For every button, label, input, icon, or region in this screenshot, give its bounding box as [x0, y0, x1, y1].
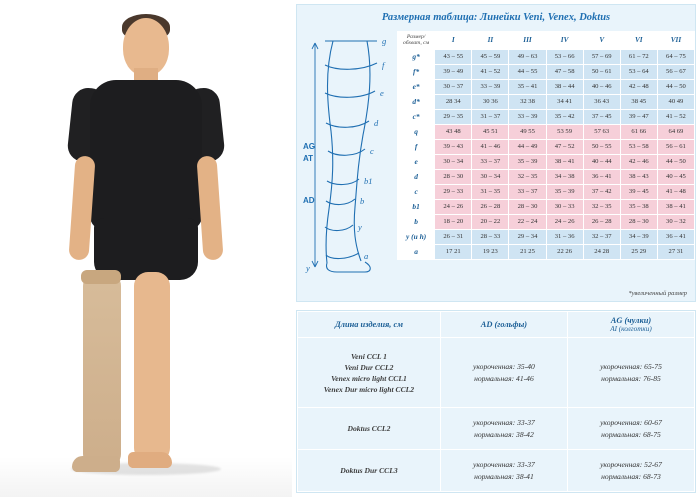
row-label: c* [398, 109, 435, 124]
cell: 56 – 61 [657, 139, 694, 154]
cell: 22 26 [546, 244, 583, 259]
cell: 20 – 22 [472, 214, 509, 229]
cell: 38 45 [620, 94, 657, 109]
cell: 42 – 48 [620, 79, 657, 94]
length-col-product: Длина изделия, см [298, 312, 441, 338]
svg-text:b: b [360, 196, 365, 206]
length-table-card [296, 310, 696, 493]
cell: 50 – 61 [583, 64, 620, 79]
cell: 50 – 55 [583, 139, 620, 154]
cell: 30 36 [472, 94, 509, 109]
value-line: нормальная: 68-73 [601, 471, 661, 481]
table-row [398, 49, 695, 64]
table-row [398, 229, 695, 244]
cell: 35 – 42 [546, 109, 583, 124]
cell: 32 – 35 [583, 199, 620, 214]
cell: 49 55 [509, 124, 546, 139]
figure-foot-bare [128, 452, 172, 468]
cell: 33 – 39 [509, 109, 546, 124]
model-photo [0, 0, 292, 497]
cell: 47 – 58 [546, 64, 583, 79]
product-name: Veni CCL 1 [350, 351, 387, 361]
table-row [298, 450, 695, 492]
table-row [398, 64, 695, 79]
cell: 28 – 30 [620, 214, 657, 229]
svg-text:g: g [382, 36, 387, 46]
cell: 36 43 [583, 94, 620, 109]
cell: 43 48 [435, 124, 472, 139]
cell: 57 – 69 [583, 49, 620, 64]
cell: 24 – 26 [546, 214, 583, 229]
figure-arm-left [68, 155, 95, 260]
cell: 30 – 34 [472, 169, 509, 184]
size-col-6: VI [620, 32, 657, 50]
row-label: e* [398, 79, 435, 94]
cell: 53 59 [546, 124, 583, 139]
cell: 40 – 44 [583, 154, 620, 169]
cell: 64 69 [657, 124, 694, 139]
figure-leg-bare [134, 272, 170, 462]
size-table-footnote: *увеличенный размер [628, 290, 687, 297]
row-label: g* [398, 49, 435, 64]
cell: 29 – 33 [435, 184, 472, 199]
cell: 38 – 43 [620, 169, 657, 184]
value-line: укороченная: 33-37 [473, 460, 535, 470]
value-line: нормальная: 68-75 [601, 429, 661, 439]
cell: 47 – 52 [546, 139, 583, 154]
cell: 28 – 30 [435, 169, 472, 184]
cell: 30 – 34 [435, 154, 472, 169]
value-line: укороченная: 33-37 [473, 418, 535, 428]
cell: 30 – 33 [546, 199, 583, 214]
cell: 31 – 36 [546, 229, 583, 244]
cell: 45 51 [472, 124, 509, 139]
svg-text:AD: AD [303, 196, 315, 205]
svg-text:y: y [358, 222, 362, 232]
table-row [398, 169, 695, 184]
svg-text:f: f [382, 60, 385, 70]
cell: 49 – 63 [509, 49, 546, 64]
cell: 36 – 41 [657, 229, 694, 244]
product-name: Venex micro light CCL1 [331, 373, 407, 383]
product-name: Venex Dur micro light CCL2 [323, 384, 415, 394]
svg-text:e: e [380, 88, 384, 98]
cell: 38 – 41 [546, 154, 583, 169]
cell: 37 – 45 [583, 109, 620, 124]
value-line: нормальная: 76-85 [601, 373, 661, 383]
cell: 41 – 46 [472, 139, 509, 154]
cell: 45 – 59 [472, 49, 509, 64]
size-col-7: VII [657, 32, 694, 50]
cell: 44 – 55 [509, 64, 546, 79]
cell: 38 – 44 [546, 79, 583, 94]
table-row [398, 199, 695, 214]
cell: 30 – 32 [657, 214, 694, 229]
cell: 18 – 20 [435, 214, 472, 229]
cell: 40 – 45 [657, 169, 694, 184]
size-col-1: I [435, 32, 472, 50]
size-table-corner-label: Размер/ обхват, см [398, 32, 435, 50]
cell: 27 31 [657, 244, 694, 259]
ag-length-values [567, 338, 694, 408]
leg-measurement-diagram [303, 31, 395, 281]
cell: 34 – 39 [620, 229, 657, 244]
size-col-2: II [472, 32, 509, 50]
value-line: укороченная: 35-40 [473, 362, 535, 372]
cell: 39 – 47 [620, 109, 657, 124]
cell: 39 – 49 [435, 64, 472, 79]
cell: 19 23 [472, 244, 509, 259]
stocking-top-band [81, 270, 121, 284]
row-label: y (и h) [398, 229, 435, 244]
ag-length-values [567, 450, 694, 492]
cell: 53 – 58 [620, 139, 657, 154]
cell: 29 – 35 [435, 109, 472, 124]
cell: 53 – 66 [546, 49, 583, 64]
svg-text:a: a [364, 251, 369, 261]
length-table [297, 311, 695, 492]
cell: 44 – 50 [657, 154, 694, 169]
cell: 22 – 24 [509, 214, 546, 229]
cell: 44 – 50 [657, 79, 694, 94]
row-label: q [398, 124, 435, 139]
cell: 28 – 33 [472, 229, 509, 244]
value-line: укороченная: 60-67 [600, 418, 662, 428]
ad-length-values [440, 338, 567, 408]
cell: 24 28 [583, 244, 620, 259]
row-label: f* [398, 64, 435, 79]
cell: 26 – 28 [583, 214, 620, 229]
cell: 26 – 28 [472, 199, 509, 214]
cell: 42 – 46 [620, 154, 657, 169]
value-line: нормальная: 38-42 [474, 429, 534, 439]
cell: 34 – 38 [546, 169, 583, 184]
row-label: c [398, 184, 435, 199]
cell: 28 – 30 [509, 199, 546, 214]
cell: 31 – 37 [472, 109, 509, 124]
cell: 32 – 37 [583, 229, 620, 244]
cell: 40 – 46 [583, 79, 620, 94]
row-label: f [398, 139, 435, 154]
cell: 32 – 35 [509, 169, 546, 184]
table-row [398, 184, 695, 199]
cell: 44 – 49 [509, 139, 546, 154]
length-col-ad: AD (гольфы) [440, 312, 567, 338]
cell: 61 – 72 [620, 49, 657, 64]
cell: 34 41 [546, 94, 583, 109]
cell: 56 – 67 [657, 64, 694, 79]
table-row [298, 338, 695, 408]
product-names [298, 408, 441, 450]
cell: 53 – 64 [620, 64, 657, 79]
product-name: Doktus CCL2 [347, 424, 391, 433]
table-row [398, 109, 695, 124]
cell: 40 49 [657, 94, 694, 109]
row-label: b [398, 214, 435, 229]
cell: 39 – 45 [620, 184, 657, 199]
table-row [298, 408, 695, 450]
value-line: нормальная: 38-41 [474, 471, 534, 481]
table-row [398, 154, 695, 169]
figure-leg-compression-stocking [83, 272, 121, 468]
row-label: d* [398, 94, 435, 109]
cell: 33 – 37 [472, 154, 509, 169]
cell: 57 63 [583, 124, 620, 139]
table-row [398, 244, 695, 259]
value-line: нормальная: 41-46 [474, 373, 534, 383]
cell: 38 – 41 [657, 199, 694, 214]
svg-text:y: y [306, 263, 310, 273]
product-name: Veni Dur CCL2 [344, 362, 394, 372]
row-label: d [398, 169, 435, 184]
cell: 26 – 31 [435, 229, 472, 244]
cell: 25 29 [620, 244, 657, 259]
size-col-4: IV [546, 32, 583, 50]
svg-text:AT: AT [303, 154, 314, 163]
cell: 17 21 [435, 244, 472, 259]
length-col-ag-line1: AG (чулки) [610, 316, 652, 325]
size-table-card [296, 4, 696, 302]
svg-text:c: c [370, 146, 374, 156]
row-label: a [398, 244, 435, 259]
cell: 35 – 41 [509, 79, 546, 94]
table-row [398, 94, 695, 109]
product-names [298, 338, 441, 408]
size-table [397, 31, 695, 260]
cell: 28 34 [435, 94, 472, 109]
cell: 37 – 42 [583, 184, 620, 199]
cell: 31 – 35 [472, 184, 509, 199]
product-name: Doktus Dur CCL3 [340, 466, 398, 475]
cell: 35 – 39 [509, 154, 546, 169]
table-row [398, 139, 695, 154]
figure-arm-right [196, 155, 223, 260]
cell: 64 – 75 [657, 49, 694, 64]
ad-length-values [440, 408, 567, 450]
cell: 43 – 55 [435, 49, 472, 64]
product-names [298, 450, 441, 492]
value-line: укороченная: 65-75 [600, 362, 662, 372]
cell: 24 – 26 [435, 199, 472, 214]
cell: 39 – 43 [435, 139, 472, 154]
cell: 41 – 48 [657, 184, 694, 199]
size-table-header-row [398, 32, 695, 50]
cell: 36 – 41 [583, 169, 620, 184]
cell: 33 – 39 [472, 79, 509, 94]
table-row [398, 79, 695, 94]
figure-foot-stocking [72, 456, 120, 472]
size-col-3: III [509, 32, 546, 50]
cell: 33 – 37 [509, 184, 546, 199]
ad-length-values [440, 450, 567, 492]
svg-text:b1: b1 [364, 176, 373, 186]
table-row [398, 124, 695, 139]
cell: 30 – 37 [435, 79, 472, 94]
cell: 35 – 39 [546, 184, 583, 199]
cell: 32 38 [509, 94, 546, 109]
cell: 35 – 38 [620, 199, 657, 214]
length-table-header-row [298, 312, 695, 338]
figure-tshirt [90, 80, 202, 230]
value-line: укороченная: 52-67 [600, 460, 662, 470]
row-label: b1 [398, 199, 435, 214]
cell: 21 25 [509, 244, 546, 259]
length-col-ag-line2: AI (колготки) [610, 325, 652, 333]
cell: 61 66 [620, 124, 657, 139]
length-col-ag [567, 312, 694, 338]
size-table-title: Размерная таблица: Линейки Veni, Venex, Doktus [381, 12, 611, 23]
ag-length-values [567, 408, 694, 450]
size-col-5: V [583, 32, 620, 50]
table-row [398, 214, 695, 229]
cell: 41 – 52 [472, 64, 509, 79]
cell: 41 – 52 [657, 109, 694, 124]
cell: 29 – 34 [509, 229, 546, 244]
svg-text:AG: AG [303, 142, 315, 151]
row-label: e [398, 154, 435, 169]
svg-text:d: d [374, 118, 379, 128]
